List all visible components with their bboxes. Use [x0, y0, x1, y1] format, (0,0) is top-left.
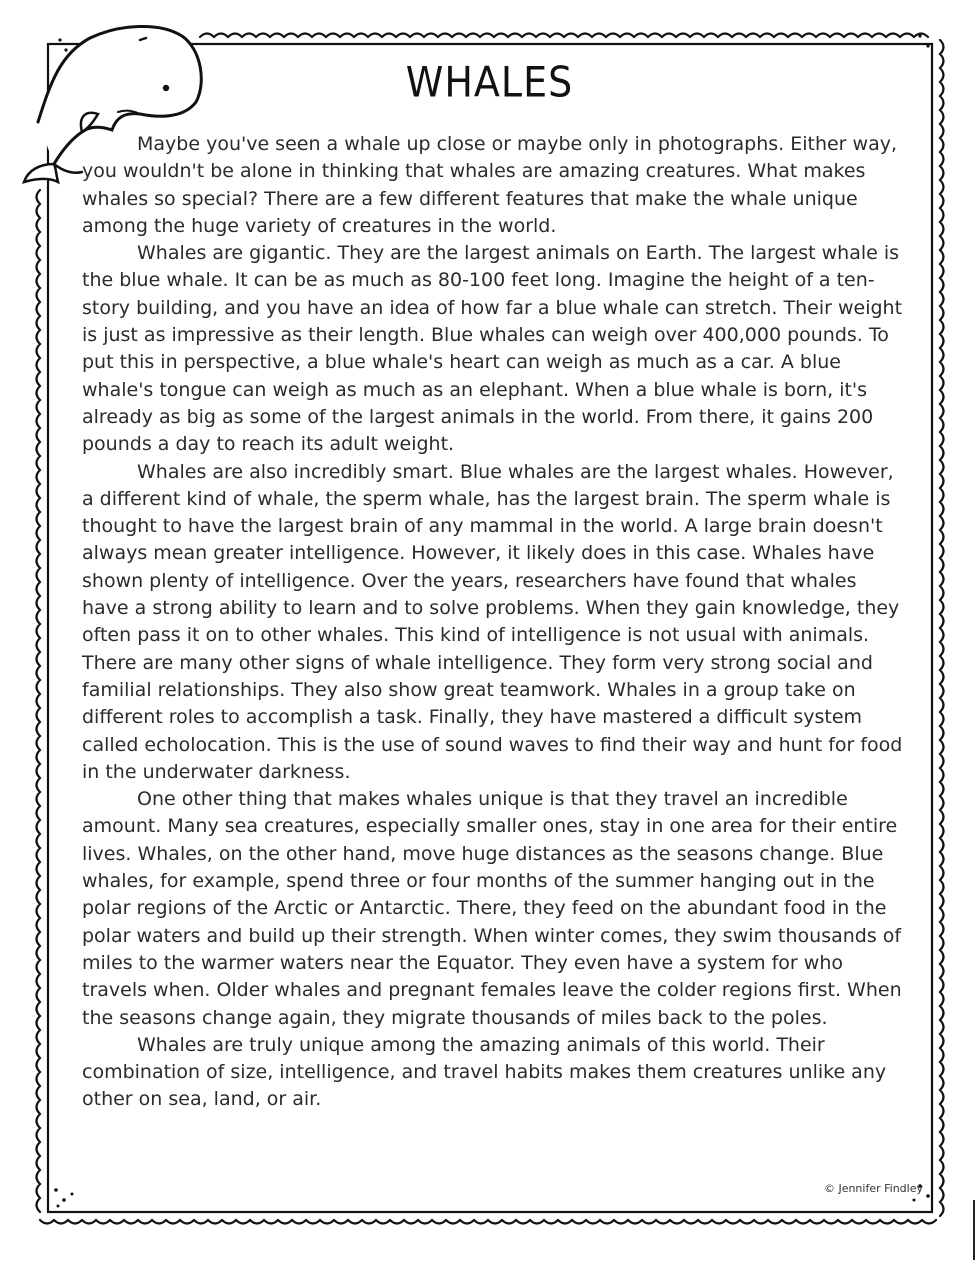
paragraph-conclusion: Whales are truly unique among the amazing animals of this world. Their combination of size, intelligence, and travel habits makes them creatures unlike any other on sea, land, or air. — [82, 1033, 887, 1111]
copyright-notice: © Jennifer Findley — [823, 1182, 923, 1195]
page-title: WHALES — [405, 58, 574, 107]
paragraph-intelligence: Whales are also incredibly smart. Blue whales are the largest whales. However, a different kind of whale, the sperm whale, has the largest brain. The sperm whale is thought to have the largest brain of any mammal in the world. A large brain doesn't always mean greater intelligence. However, it likely does in this case. Whales have shown plenty of intelligence. Over the years, researchers have found that whales have a strong ability to learn and to solve problems. When they gain knowledge, they often pass it on to other whales. This kind of intelligence is not usual with animals. There are many other signs of whale intelligence. They form very strong social and familial relationships. They also show great teamwork. Whales in a group take on different roles to accomplish a task. Finally, they have mastered a difficult system called echolocation. This is the use of sound waves to find their way and hunt for food in the underwater darkness. — [82, 460, 903, 783]
article-body — [82, 131, 908, 1114]
paragraph-intro: Maybe you've seen a whale up close or maybe only in photographs. Either way, you wouldn't be alone in thinking that whales are amazing creatures. What makes whales so special? There are a few different features that make the whale unique among the huge variety of creatures in the world. — [82, 133, 897, 237]
paragraph-travel: One other thing that makes whales unique is that they travel an incredible amount. Many sea creatures, especially smaller ones, stay in one area for their entire lives. Whales, on the other hand, move huge distances as the seasons change. Blue whales, for example, spend three or four months of the summer hanging out in the polar regions of the Arctic or Antarctic. There, they feed on the abundant food in the polar waters and build up their strength. When winter comes, they swim thousands of miles to the warmer waters near the Equator. They even have a system for who travels when. Older whales and pregnant females leave the colder regions first. When the seasons change again, they migrate thousands of miles back to the poles. — [82, 788, 902, 1029]
paragraph-size: Whales are gigantic. They are the largest animals on Earth. The largest whale is the blue whale. It can be as much as 80-100 feet long. Imagine the height of a ten-story building, and you have an idea of how far a blue whale can stretch. Their weight is just as impressive as their length. Blue whales can weigh over 400,000 pounds. To put this in perspective, a blue whale's heart can weigh as much as a car. A blue whale's tongue can weigh as much as an elephant. When a blue whale is born, it's already as big as some of the largest animals in the world. From there, it gains 200 pounds a day to reach its adult weight. — [82, 242, 903, 456]
edge-mark — [973, 1200, 975, 1260]
